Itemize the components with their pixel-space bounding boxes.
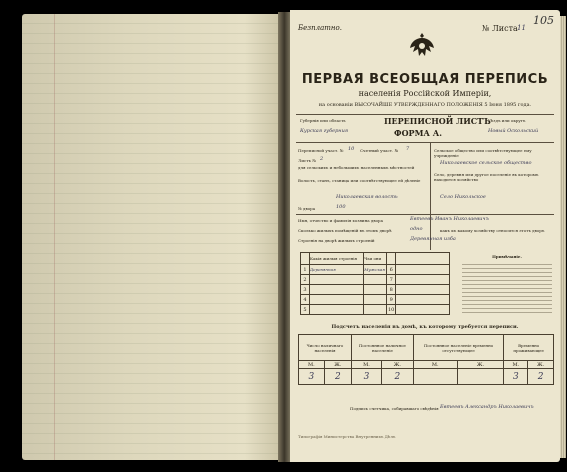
uezd-value: Новый Оскольский [488, 128, 539, 134]
place-label: Село, деревня или другое поселеніе въ которомъ находится хозяйство [434, 172, 539, 182]
row-number: 10 [388, 306, 395, 313]
summary-value [413, 369, 457, 385]
summary-table [298, 334, 554, 385]
num-value: 100 [336, 204, 346, 210]
dwellings-label: Сколько жилыхъ помѣщеній въ этомъ дворѣ [298, 228, 392, 233]
page-ruling [22, 14, 284, 460]
uezd-label: Уѣздъ или округъ [488, 118, 526, 123]
room-owner: Мужская [364, 265, 387, 275]
female-label: Ж. [381, 361, 413, 369]
male-label: М. [352, 361, 382, 369]
row-number: 4 [301, 295, 310, 305]
summary-value: 3 [504, 369, 528, 385]
summary-value: 2 [528, 369, 554, 385]
rooms-table [300, 252, 450, 315]
sheet-value: 2 [320, 156, 324, 162]
summary-value: 3 [352, 369, 382, 385]
row-number: 2 [301, 275, 310, 285]
signature-value: Евтеевъ Александръ Николаевичъ [440, 404, 534, 410]
village-label: Волость, станъ, станица или соотвѣтствующее ей дѣленіе [298, 178, 421, 183]
female-label: Ж. [528, 361, 554, 369]
district-note: для сельскихъ и небольшихъ населенныхъ мѣстностей [298, 165, 415, 170]
summary-value: 3 [299, 369, 325, 385]
row-number: 5 [301, 305, 310, 315]
place-value: Село Никольское [440, 194, 486, 200]
district-label: Переписной участ. № [298, 148, 344, 153]
sheet-number-label: № Листа [482, 24, 518, 33]
female-label: Ж. [457, 361, 504, 369]
printer-footer: Типографія Министерства Внутреннихъ Дѣлъ [298, 434, 396, 439]
margin-line [54, 14, 55, 460]
village-value: Николаевская волость [336, 194, 398, 200]
female-label: Ж. [324, 361, 351, 369]
counter-label: Счетный участ. № [360, 148, 399, 153]
summary-header: Временно проживающее [504, 335, 554, 361]
male-label: М. [299, 361, 325, 369]
structures-value: Деревянная изба [410, 236, 456, 242]
summary-header: Число наличнаго населенія [299, 335, 352, 361]
row-number: 9 [387, 295, 396, 305]
guberniya-value: Курская губерния [300, 128, 349, 134]
list-title: ПЕРЕПИСНОЙ ЛИСТЪ [384, 116, 491, 126]
census-title: ПЕРВАЯ ВСЕОБЩАЯ ПЕРЕПИСЬ [301, 72, 549, 87]
structures-label: Строенія на дворѣ жилыхъ строеній [298, 238, 375, 243]
summary-value: 2 [324, 369, 351, 385]
whose-label: какъ къ какому хозяйству относится этотъ дворъ [440, 228, 545, 233]
row-number: 8 [387, 285, 396, 295]
page-edge [560, 16, 566, 458]
rooms-col1: Какія жилыя строенія [309, 253, 363, 265]
summary-title: Подсчетъ населенія въ домѣ, къ которому требуется переписи. [331, 324, 519, 330]
census-subtitle: населенія Россійской Имперіи, [358, 89, 492, 98]
census-book [10, 6, 558, 466]
left-blank-page [22, 14, 284, 460]
instructions-block [462, 254, 552, 313]
census-form-page [290, 10, 560, 462]
instructions-title: Примѣчаніе. [492, 254, 522, 259]
row-number: 3 [301, 285, 310, 295]
room-type: Деревянная [309, 265, 363, 275]
sheet-label: Листъ № [298, 158, 317, 163]
rooms-col2: Чьи они [364, 253, 387, 265]
num-label: № двора [298, 206, 316, 211]
counter-value: 7 [406, 146, 410, 152]
guberniya-label: Губернія или область [300, 118, 346, 123]
owner-value: Евтеевъ Иванъ Николаевичъ [410, 216, 489, 222]
district-value: 10 [348, 146, 355, 152]
summary-value: 2 [381, 369, 413, 385]
society-value: Николаевское сельское общество [440, 160, 532, 166]
imperial-eagle-emblem-icon [407, 30, 437, 60]
row-number: 1 [301, 265, 310, 275]
page-number: 105 [533, 14, 554, 27]
row-number: 6 [387, 265, 396, 275]
dwellings-value: одно [410, 226, 423, 232]
census-basis: на основаніи ВЫСОЧАЙШЕ УТВЕРЖДЕННАГО ПОЛОЖЕНІЯ 5 Іюня 1895 года. [318, 102, 532, 108]
male-label: М. [504, 361, 528, 369]
row-number: 7 [387, 275, 396, 285]
free-label: Безплатно. [298, 24, 342, 32]
summary-value [457, 369, 504, 385]
summary-header: Постоянное населеніе временно отсутствующее [413, 335, 503, 361]
form-title: ФОРМА А. [394, 128, 443, 138]
society-label: Сельское общество или соотвѣтствующее ему учрежденіе [434, 148, 532, 158]
male-label: М. [413, 361, 457, 369]
signature-label: Подпись счетчика, собиравшаго свѣдѣнія [350, 406, 439, 411]
summary-header: Постоянное наличное населеніе [352, 335, 414, 361]
owner-label: Имя, отчество и фамилія хозяина двора [298, 218, 383, 223]
sheet-number-value: 11 [517, 24, 526, 32]
